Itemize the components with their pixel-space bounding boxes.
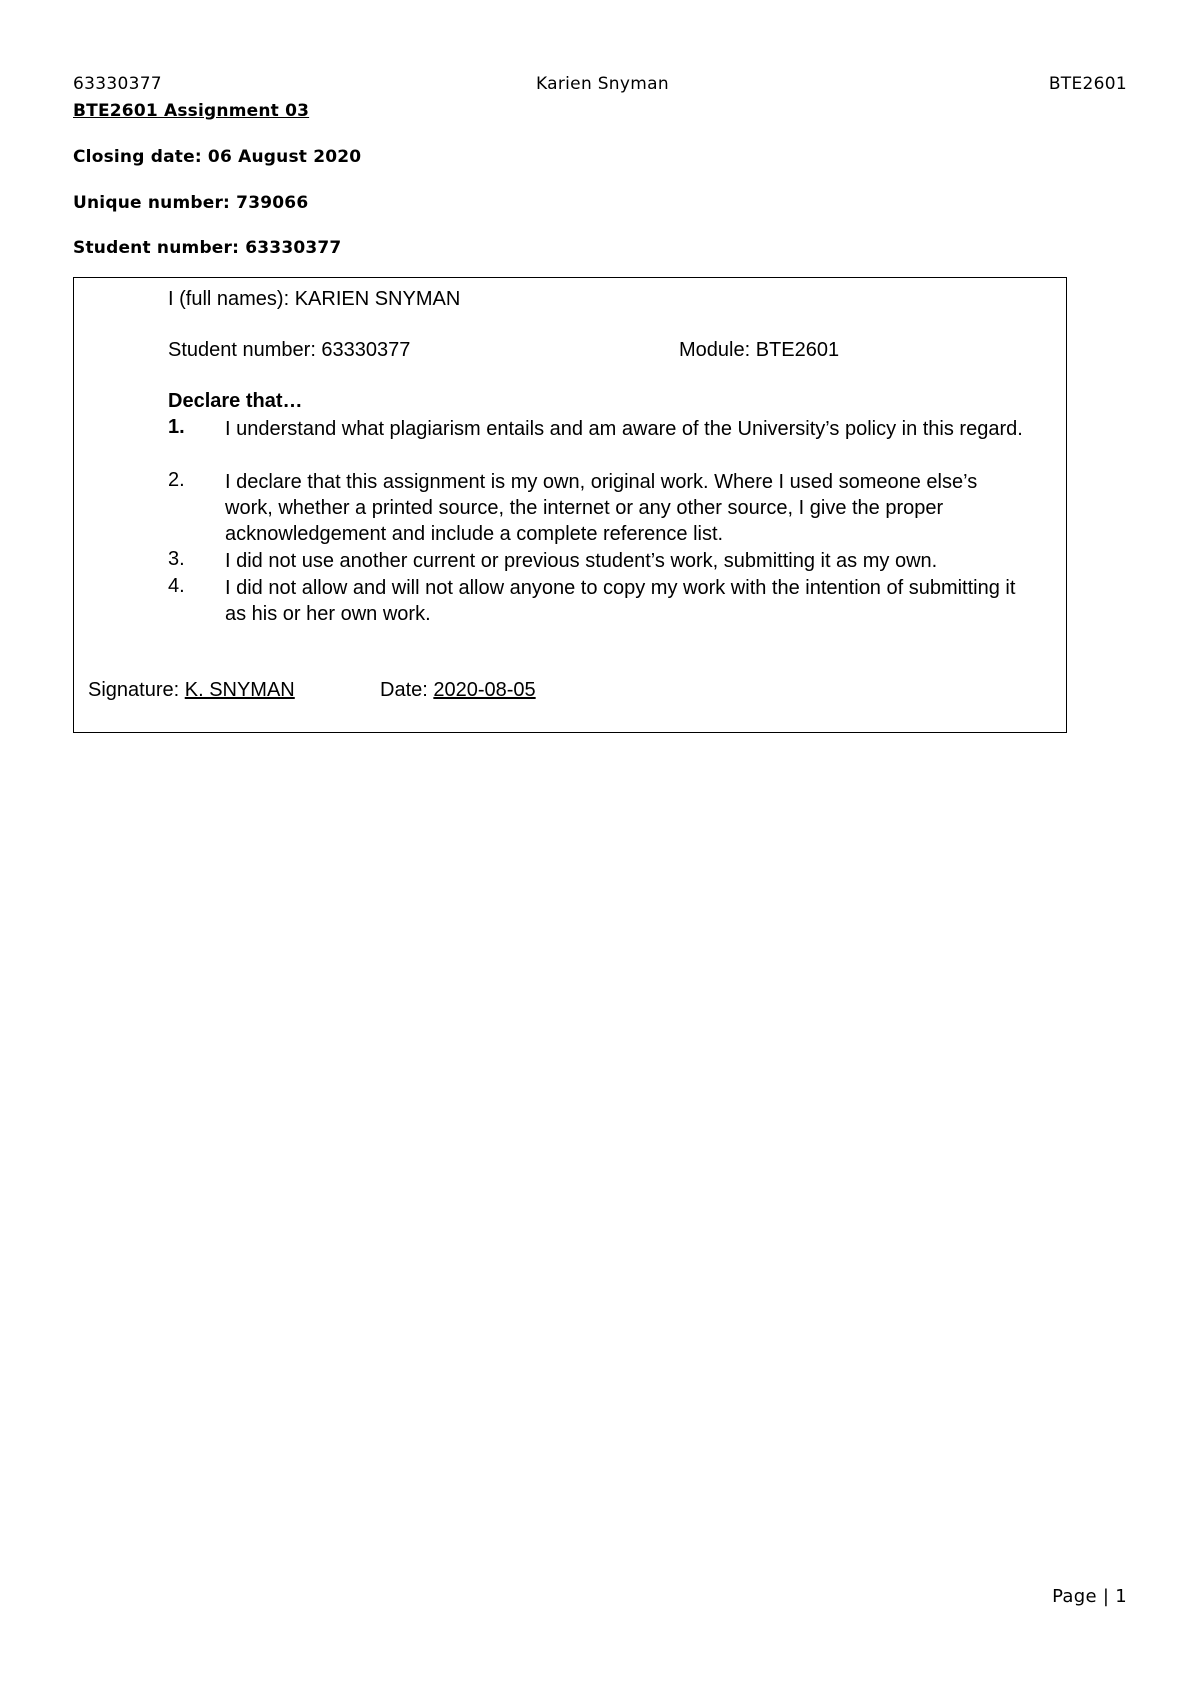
- header-module-code: BTE2601: [1048, 74, 1127, 94]
- assignment-title: BTE2601 Assignment 03: [73, 101, 310, 121]
- signature-value: K. SNYMAN: [184, 679, 295, 701]
- header-student-number: 63330377: [73, 74, 162, 94]
- declaration-item-number: 4.: [168, 575, 185, 597]
- declaration-item-number: 3.: [168, 548, 185, 570]
- declaration-item-number: 2.: [168, 469, 185, 491]
- declaration-item-number: 1.: [168, 416, 185, 438]
- declaration-item-text: I did not use another current or previous student’s work, submitting it as my own.: [225, 550, 938, 572]
- declaration-item-text: I declare that this assignment is my own, original work. Where I used someone else’s work, whether a printed source, the internet or any other source, I give the proper acknowledgement and include a complete reference list.: [225, 471, 978, 545]
- date-value: 2020-08-05: [433, 679, 536, 701]
- declaration-item-text: I understand what plagiarism entails and am aware of the University’s policy in this regard.: [225, 418, 1023, 440]
- declaration-full-names: I (full names): KARIEN SNYMAN: [168, 288, 461, 310]
- declaration-module: Module: BTE2601: [679, 339, 840, 361]
- closing-date: Closing date: 06 August 2020: [73, 147, 362, 167]
- student-number: Student number: 63330377: [73, 238, 342, 258]
- declaration-item-text: I did not allow and will not allow anyone to copy my work with the intention of submitting it as his or her own work.: [225, 577, 1016, 625]
- date-row: [380, 679, 536, 702]
- declaration-student-number: Student number: 63330377: [168, 339, 411, 361]
- page-number: Page | 1: [1052, 1586, 1127, 1607]
- header-author-name: Karien Snyman: [536, 74, 669, 94]
- signature-label: Signature:: [88, 679, 185, 701]
- signature-row: [88, 679, 295, 702]
- date-label: Date:: [380, 679, 434, 701]
- plagiarism-declaration-box: [73, 277, 1067, 733]
- declaration-heading: Declare that…: [168, 390, 303, 412]
- unique-number: Unique number: 739066: [73, 193, 309, 213]
